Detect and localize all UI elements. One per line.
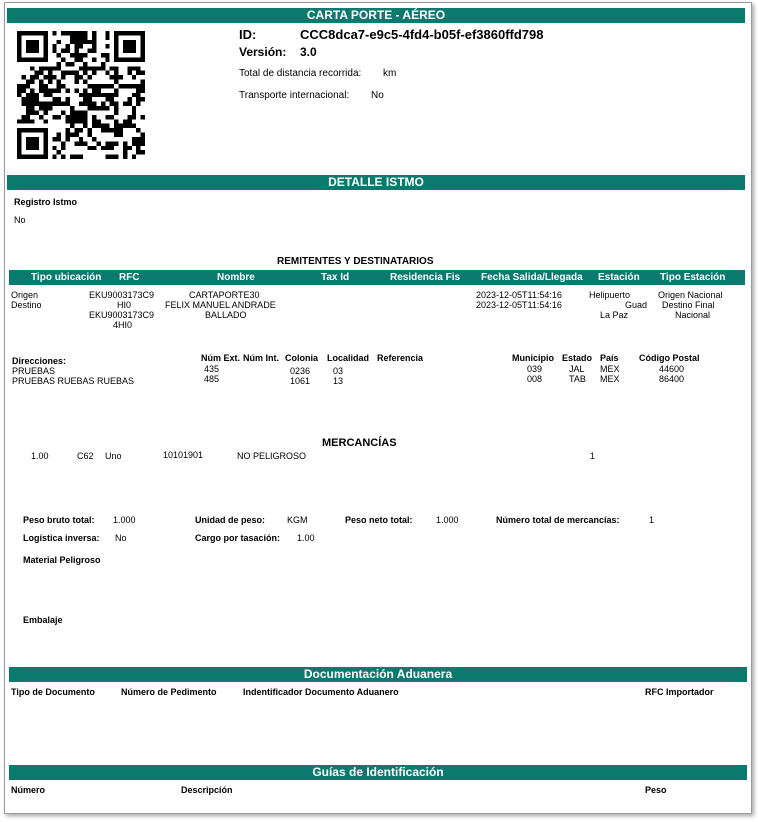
remitente-fecha: 2023-12-05T11:54:16 <box>476 290 562 300</box>
document-title: CARTA PORTE - AÉREO <box>306 8 446 22</box>
destinatario-nombre2: BALLADO <box>205 310 247 320</box>
direccion-municipio: 008 <box>527 374 543 384</box>
col-estacion: Estación <box>598 272 640 283</box>
direcciones-label: Direcciones: <box>12 356 67 366</box>
peso-bruto-value: 1.000 <box>113 515 136 525</box>
col-num-int: Núm Int. <box>243 353 279 363</box>
direccion-pais: MEX <box>600 374 620 384</box>
title-band <box>7 8 745 23</box>
col-peso: Peso <box>645 785 667 795</box>
destinatario-estacion: Guad <box>625 300 648 310</box>
destinatario-fecha: 2023-12-05T11:54:16 <box>476 300 562 310</box>
peso-neto-label: Peso neto total: <box>345 515 413 525</box>
peso-bruto-label: Peso bruto total: <box>23 515 95 525</box>
col-pais: País <box>600 353 619 363</box>
embalaje-label: Embalaje <box>23 615 63 625</box>
destinatario-rfc2: 4HI0 <box>113 320 133 330</box>
col-identificador-documento: Indentificador Documento Aduanero <box>243 687 399 697</box>
mercancia-unidad: Uno <box>105 451 122 461</box>
col-numero-pedimento: Número de Pedimento <box>121 687 217 697</box>
direccion-colonia: 0236 <box>290 366 311 376</box>
destinatario-tipo-estacion: Destino Final <box>662 300 715 310</box>
col-nombre: Nombre <box>217 272 255 283</box>
peso-neto-value: 1.000 <box>436 515 459 525</box>
mercancia-peligroso: NO PELIGROSO <box>237 451 307 461</box>
col-estado: Estado <box>562 353 593 363</box>
direccion-num-ext: 485 <box>204 374 220 384</box>
mercancia-cantidad: 1.00 <box>31 451 49 461</box>
remitente-estacion: Helipuerto <box>589 290 631 300</box>
direccion-municipio: 039 <box>527 364 543 374</box>
logistica-label: Logística inversa: <box>23 533 100 543</box>
distance-label: Total de distancia recorrida: <box>239 68 362 79</box>
direccion-calle: PRUEBAS <box>12 366 56 376</box>
col-referencia: Referencia <box>377 353 424 363</box>
unidad-peso-label: Unidad de peso: <box>195 515 266 525</box>
istmo-band <box>7 175 745 190</box>
mercancia-clave-unidad: C62 <box>77 451 94 461</box>
aduanera-band <box>9 667 747 682</box>
destinatario-nombre: FELIX MANUEL ANDRADE <box>165 300 276 310</box>
num-total-value: 1 <box>649 515 655 525</box>
aduanera-title: Documentación Aduanera <box>303 667 453 681</box>
unidad-peso-value: KGM <box>287 515 308 525</box>
istmo-title: DETALLE ISTMO <box>328 175 424 189</box>
mercancia-clave: 10101901 <box>163 450 204 460</box>
carta-porte-document <box>4 2 752 814</box>
col-tipo-ubicacion: Tipo ubicación <box>31 272 102 283</box>
remitentes-header <box>9 270 745 285</box>
col-residencia: Residencia Fis <box>390 272 461 283</box>
remitente-nombre: CARTAPORTE30 <box>189 290 260 300</box>
col-municipio: Municipio <box>512 353 554 363</box>
num-total-label: Número total de mercancías: <box>496 515 620 525</box>
col-colonia: Colonia <box>285 353 318 363</box>
version-label: Versión: <box>239 45 287 59</box>
mercancias-title: MERCANCÍAS <box>322 437 397 449</box>
col-tax-id: Tax Id <box>321 272 350 283</box>
id-label: ID: <box>239 27 257 42</box>
direccion-localidad: 03 <box>333 366 344 376</box>
istmo-value: No <box>14 215 26 225</box>
remitentes-title: REMITENTES Y DESTINATARIOS <box>277 256 434 267</box>
qr-modules <box>17 31 145 159</box>
col-descripcion: Descripción <box>181 785 233 795</box>
destinatario-estacion2: La Paz <box>600 310 629 320</box>
direccion-estado: JAL <box>569 364 585 374</box>
destinatario-tipo: Destino <box>11 300 42 310</box>
remitente-rfc2: HI0 <box>117 300 132 310</box>
cargo-value: 1.00 <box>297 533 315 543</box>
direccion-cp: 44600 <box>659 364 685 374</box>
remitente-tipo-estacion: Origen Nacional <box>658 290 723 300</box>
col-tipo-estacion: Tipo Estación <box>660 272 726 283</box>
distance-value: km <box>383 68 397 79</box>
direccion-colonia: 1061 <box>290 376 311 386</box>
direccion-estado: TAB <box>569 374 586 384</box>
direccion-calle: PRUEBAS RUEBAS RUEBAS <box>12 376 135 386</box>
col-fecha: Fecha Salida/Llegada <box>481 272 583 283</box>
logistica-value: No <box>115 533 127 543</box>
col-numero: Número <box>11 785 46 795</box>
direccion-localidad: 13 <box>333 376 344 386</box>
direccion-pais: MEX <box>600 364 620 374</box>
destinatario-rfc: EKU9003173C9 <box>89 310 155 320</box>
direccion-cp: 86400 <box>659 374 685 384</box>
istmo-label: Registro Istmo <box>14 197 78 207</box>
remitente-rfc: EKU9003173C9 <box>89 290 155 300</box>
intl-label: Transporte internacional: <box>239 90 350 101</box>
col-rfc: RFC <box>119 272 140 283</box>
id-value: CCC8dca7-e9c5-4fd4-b05f-ef3860ffd798 <box>300 27 544 42</box>
cargo-label: Cargo por tasación: <box>195 533 281 543</box>
direccion-num-ext: 435 <box>204 364 220 374</box>
col-codigo-postal: Código Postal <box>639 353 700 363</box>
material-peligroso-label: Material Peligroso <box>23 555 101 565</box>
guias-band <box>9 765 747 780</box>
intl-value: No <box>371 90 384 101</box>
guias-title: Guías de Identificación <box>312 765 444 779</box>
col-localidad: Localidad <box>327 353 370 363</box>
destinatario-tipo-estacion2: Nacional <box>675 310 711 320</box>
qr-code-icon <box>17 31 145 159</box>
version-value: 3.0 <box>300 45 317 59</box>
mercancia-extra: 1 <box>590 451 596 461</box>
col-num-ext: Núm Ext. <box>201 353 241 363</box>
col-tipo-documento: Tipo de Documento <box>11 687 95 697</box>
col-rfc-importador: RFC Importador <box>645 687 714 697</box>
remitente-tipo: Origen <box>11 290 39 300</box>
